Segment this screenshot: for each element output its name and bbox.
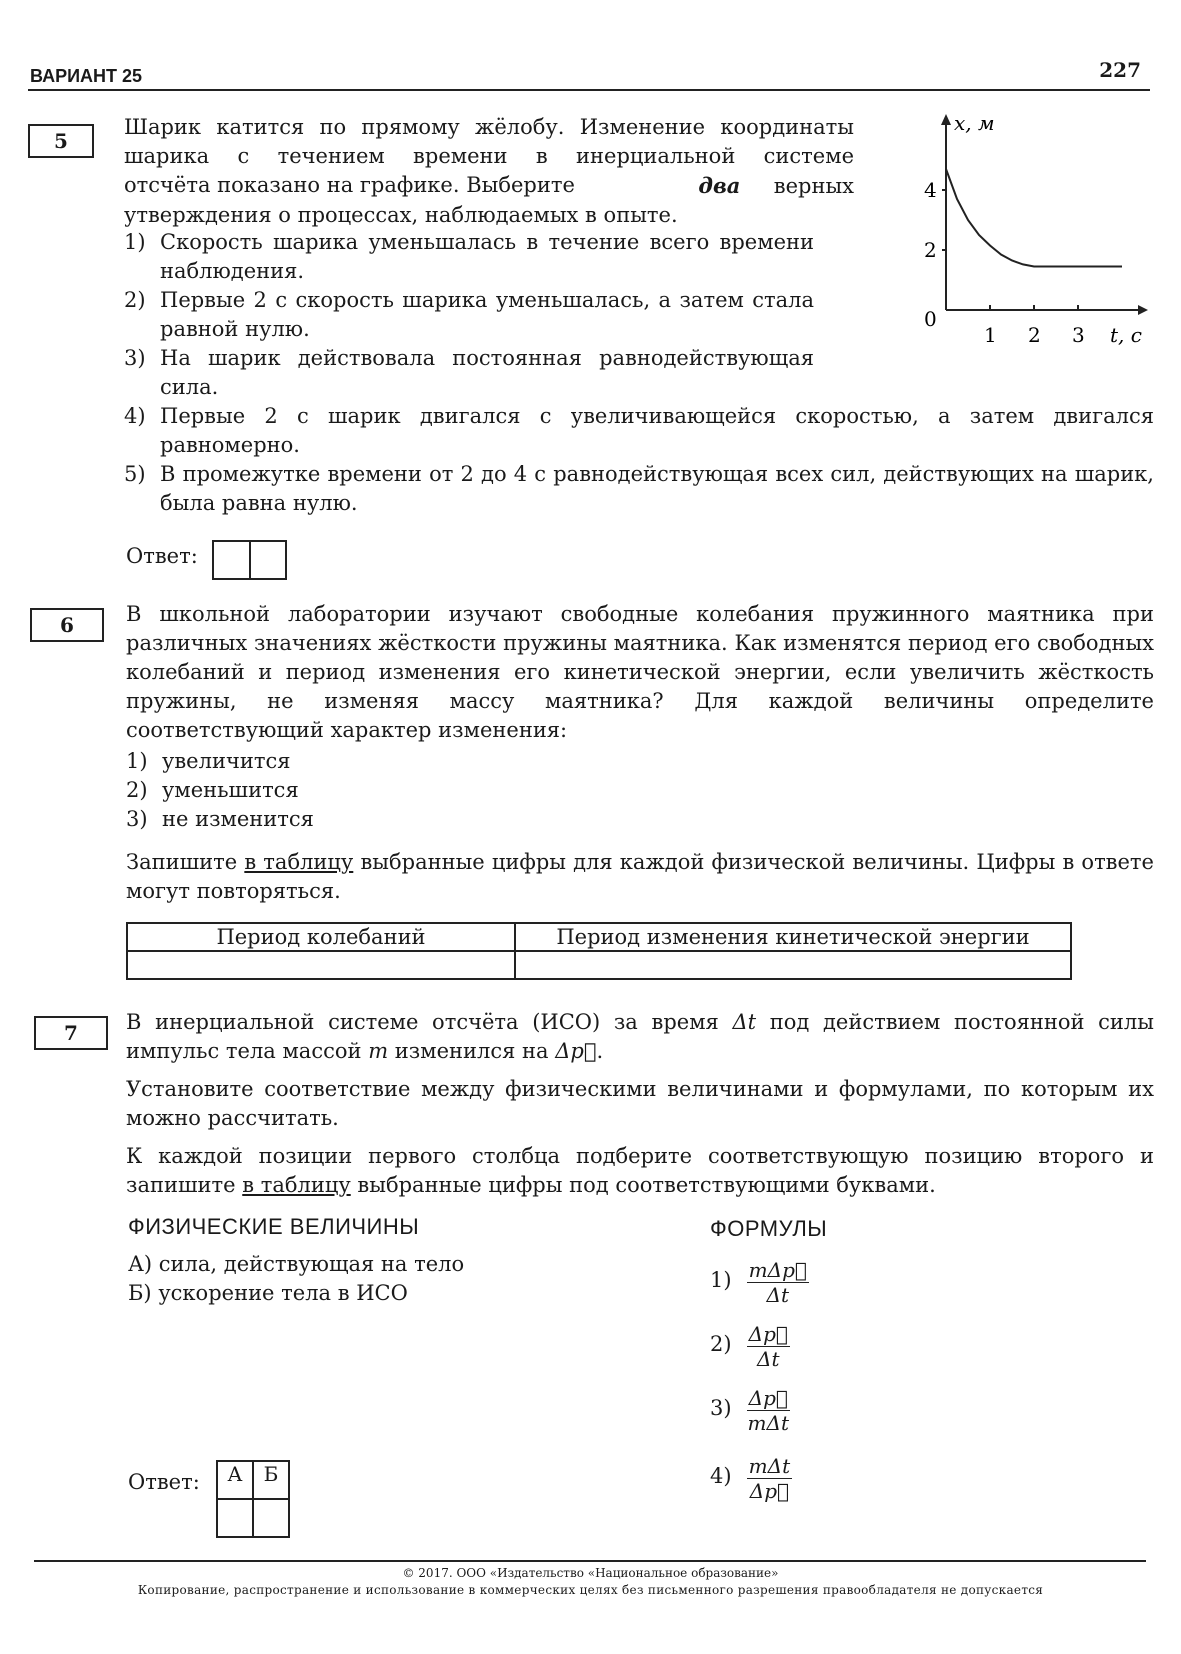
q5-line-3 [124,171,854,201]
q7-formula-4-num: 4) [710,1464,732,1488]
y-axis-arrow [941,114,951,125]
q5-option-1 [124,228,814,286]
q5-emphasis-two: два [698,173,741,198]
q7-answer-cell-b[interactable] [253,1499,289,1537]
q7-quantity-a-label: А) [128,1252,153,1276]
q7-text-end: . [596,1039,604,1063]
q5-answer-box[interactable] [212,540,287,580]
q5-option-5-text: В промежутке времени от 2 до 4 с равнодействующая всех сил, действующих на шарик, была равна нулю. [160,462,1154,515]
y-tick-label-2: 2 [924,238,937,262]
question-6-text: В школьной лаборатории изучают свободные колебания пружинного маятника при различных значениях жёсткости пружины маятника. Как изменятся период его свободных колебаний и период изменения его кинетической энергии, если увеличить жёсткость пружины, не изменяя массу маятника? Для каждой величины определите соответствующий характер изменения: [126,602,1154,742]
q5-option-4-text: Первые 2 с шарик двигался с увеличивающейся скоростью, а затем двигался равномерно. [160,404,1154,457]
q5-option-2 [124,286,814,344]
q7-text-2: Установите соответствие между физическими величинами и формулами, по которым их можно рассчитать. [126,1077,1154,1130]
q7-formula-1 [710,1258,809,1307]
q7-formula-1-fraction [747,1258,809,1307]
q7-formula-3 [710,1386,790,1435]
q5-line-3-pre: отсчёта показано на графике. Выберите [124,173,575,197]
page-number: 227 [1099,58,1141,82]
x-axis-label: t, с [1110,323,1142,347]
q7-formula-3-num: 3) [710,1396,732,1420]
q7-text3-pre: К каждой позиции первого столбца подберите соответствующую позицию второго и запишите [126,1144,1154,1197]
q7-answer-label: Ответ: [128,1470,200,1494]
q7-formula-1-denominator: Δt [766,1283,789,1307]
q5-option-3-num: 3) [124,346,146,370]
q7-formula-4-denominator: Δp⃗ [749,1479,789,1503]
question-5-text [124,113,854,230]
question-7-text [126,1008,1154,1066]
q7-formula-3-denominator: mΔt [747,1411,789,1435]
question-7-number: 7 [34,1016,108,1050]
q5-option-4-num: 4) [124,404,146,428]
q7-formula-2-num: 2) [710,1332,732,1356]
q7-formula-2-numerator: Δp⃗ [748,1322,788,1346]
x-tick-label-2: 2 [1028,323,1041,347]
q7-formula-3-numerator: Δp⃗ [748,1386,788,1410]
q7-formula-4 [710,1454,792,1503]
q5-option-3 [124,344,814,402]
q5-option-1-num: 1) [124,230,146,254]
y-tick-label-4: 4 [924,178,937,202]
footer-notice: Копирование, распространение и использование в коммерческих целях без письменного разрешения правообладателя не допускается [137,1583,1044,1597]
q6-option-2 [126,776,526,805]
q7-dp: Δp⃗ [555,1039,597,1063]
q6-answer-cell-2[interactable] [515,951,1071,979]
q5-option-2-num: 2) [124,288,146,312]
q6-option-2-num: 2) [126,778,148,802]
q5-options-wide [124,402,1154,518]
q7-formula-4-fraction [747,1454,792,1503]
q6-option-1 [126,747,526,776]
q5-answer-cell-2[interactable] [251,542,286,578]
q6-header-kinetic-period: Период изменения кинетической энергии [515,923,1071,951]
question-5-number: 5 [28,124,94,158]
q7-quantities-title: ФИЗИЧЕСКИЕ ВЕЛИЧИНЫ [128,1214,420,1239]
q7-text3-post: выбранные цифры под соответствующими буквами. [357,1173,936,1197]
q5-line-2: шарика с течением времени в инерциальной системе [124,144,854,168]
q7-text3-link: в таблицу [242,1173,351,1197]
q6-instruction-post: выбранные цифры для каждой физической величины. Цифры в ответе могут повторяться. [126,850,1154,903]
q6-option-1-text: увеличится [162,749,291,773]
x-tick-label-1: 1 [984,323,997,347]
footer-copyright: © 2017. ООО «Издательство «Национальное образование» [402,1566,779,1580]
q7-formula-2-fraction [747,1322,790,1371]
q7-text-mid: под действием постоянной силы импульс тела массой [126,1010,1154,1063]
q5-line-1: Шарик катится по прямому жёлобу. Изменение координаты [124,115,854,139]
question-6-number: 6 [30,608,104,642]
q7-formula-4-numerator: mΔt [748,1454,791,1478]
q7-answer-table [216,1460,290,1538]
origin-label: 0 [924,307,937,331]
q6-option-3-num: 3) [126,807,148,831]
q5-option-5-num: 5) [124,462,146,486]
q7-quantity-b [128,1279,648,1308]
q6-instruction-link: в таблицу [244,850,354,874]
q7-text-mid2: изменился на [394,1039,549,1063]
q7-text-3 [126,1142,1154,1200]
q6-instruction [126,848,1154,906]
q5-answer-cell-1[interactable] [214,542,251,578]
q7-quantity-b-label: Б) [128,1281,152,1305]
q7-formula-2-denominator: Δt [757,1347,780,1371]
footer-divider [34,1560,1146,1562]
y-axis-label: x, м [954,112,995,135]
q6-options [126,747,526,834]
q7-m: m [368,1039,389,1063]
q7-answer-cell-a[interactable] [217,1499,253,1537]
q7-formula-1-numerator: mΔp⃗ [748,1258,807,1282]
q7-formula-2 [710,1322,790,1371]
variant-title: ВАРИАНТ 25 [30,66,143,86]
axis-ticks [924,178,1085,347]
q5-option-2-text: Первые 2 с скорость шарика уменьшалась, а затем стала равной нулю. [160,288,814,341]
q6-header-period: Период колебаний [127,923,515,951]
q5-line-3-post: верных [773,174,854,198]
q7-dt: Δt [732,1010,757,1034]
q7-answer-header-a: А [217,1461,253,1499]
q5-option-5 [124,460,1154,518]
x-axis-arrow [1138,305,1148,315]
q5-options-short [124,228,814,402]
q6-answer-cell-1[interactable] [127,951,515,979]
q5-option-1-text: Скорость шарика уменьшалась в течение всего времени наблюдения. [160,230,814,283]
series-line-x-of-t [946,169,1122,267]
q6-answer-table [126,922,1072,980]
q5-option-4 [124,402,1154,460]
q7-quantity-b-text: ускорение тела в ИСО [158,1281,408,1305]
q7-quantity-a-text: сила, действующая на тело [158,1252,465,1276]
q6-option-3-text: не изменится [162,807,314,831]
q6-instruction-pre: Запишите [126,850,238,874]
q5-answer-label: Ответ: [126,544,198,568]
q7-quantity-a [128,1250,648,1279]
q5-line-4: утверждения о процессах, наблюдаемых в опыте. [124,203,678,227]
x-tick-label-3: 3 [1072,323,1085,347]
q5-coordinate-graph [880,112,1160,352]
q6-option-2-text: уменьшится [162,778,299,802]
q6-option-3 [126,805,526,834]
q7-formula-3-fraction [747,1386,790,1435]
q7-formulas-title: ФОРМУЛЫ [710,1216,828,1241]
q7-text-pre: В инерциальной системе отсчёта (ИСО) за время [126,1010,719,1034]
q7-formula-1-num: 1) [710,1268,732,1292]
q5-option-3-text: На шарик действовала постоянная равнодействующая сила. [160,346,814,399]
header-divider [28,89,1150,91]
q7-answer-header-b: Б [253,1461,289,1499]
q6-option-1-num: 1) [126,749,148,773]
